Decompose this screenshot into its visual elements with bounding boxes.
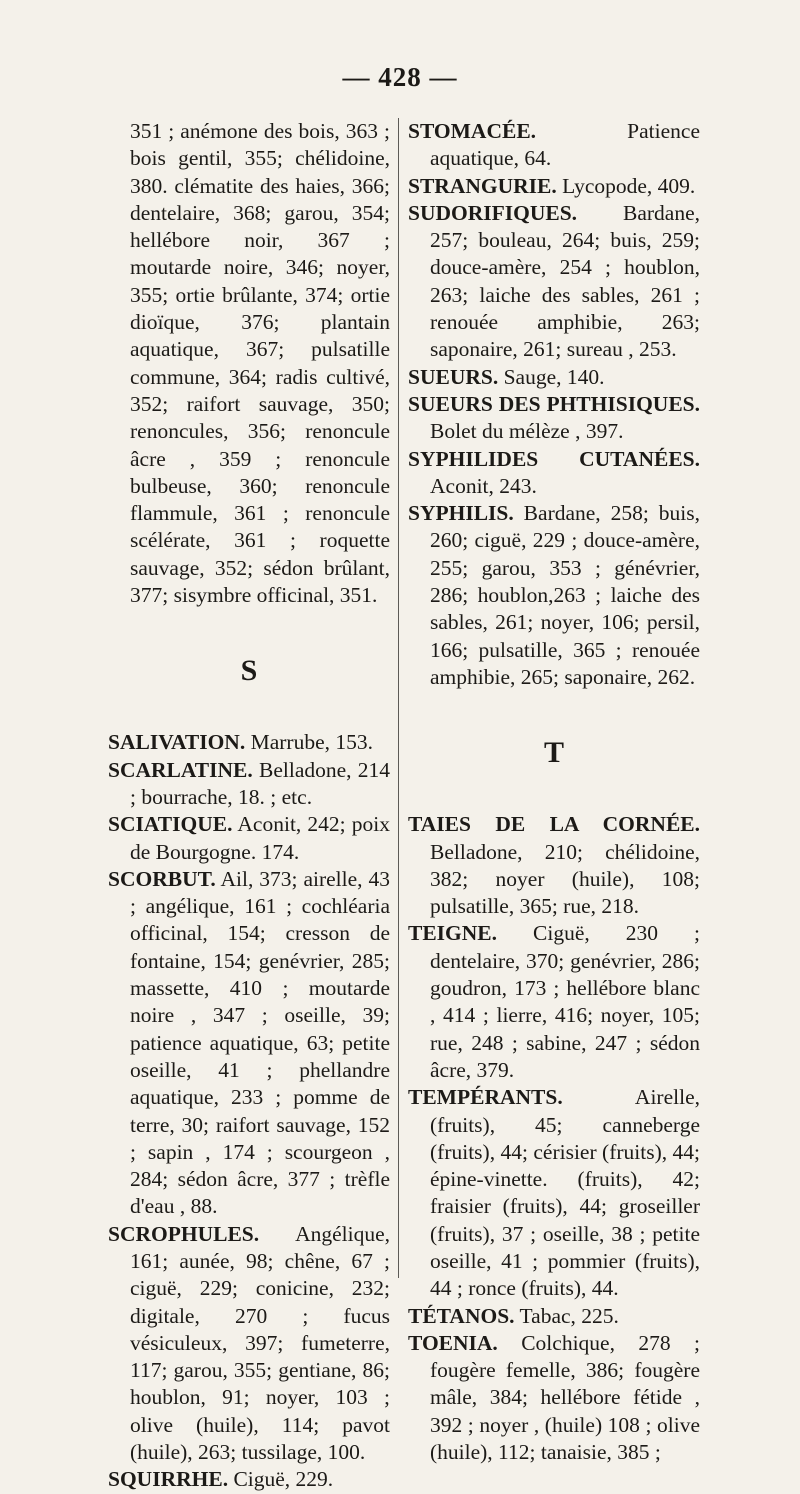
entry-text: Belladone, 210; chélidoine, 382; noyer (huile), 108; pulsatille, 365; rue, 218.	[430, 839, 700, 919]
index-entry	[408, 200, 700, 364]
index-entry	[108, 1221, 390, 1467]
entry-heading: SCARLATINE.	[108, 757, 253, 782]
entry-heading: TAIES DE LA CORNÉE.	[408, 812, 700, 837]
entry-text: Bardane, 258; buis, 260; ciguë, 229 ; douce-amère, 255; garou, 353 ; génévrier, 286; houblon,263 ; laiche des sables, 261; noyer, 106; persil, 166; pulsatille, 365 ; renouée amphibie, 265; saponaire, 262.	[430, 501, 700, 689]
section-letter: T	[543, 736, 564, 770]
index-entry	[108, 1466, 390, 1493]
right-column	[408, 118, 700, 1466]
entry-heading: SYPHILIS.	[408, 501, 514, 526]
index-entry	[408, 1084, 700, 1302]
index-entry	[108, 118, 390, 609]
index-entry	[408, 500, 700, 691]
left-column	[108, 118, 390, 1494]
index-entry	[108, 866, 390, 1221]
index-entry	[408, 811, 700, 920]
entry-text: Marrube, 153.	[245, 730, 373, 755]
entry-heading: TEMPÉRANTS.	[408, 1085, 563, 1110]
entry-text: Aconit, 243.	[430, 473, 537, 498]
entry-text: Ail, 373; airelle, 43 ; angélique, 161 ; cochléaria officinal, 154; cresson de fontaine, 154; genévrier, 285; massette, 410 ; moutarde noire , 347 ; oseille, 39; patience aquatique, 63; petite oseille, 41 ; phellandre aquatique, 233 ; pomme de terre, 30; raifort sauvage, 152 ; sapin , 174 ; scourgeon , 284; sédon âcre, 377 ; trèfle d'eau , 88.	[130, 866, 390, 1219]
entry-text: Sauge, 140.	[498, 364, 605, 389]
index-entry	[408, 364, 700, 391]
entry-heading: TÉTANOS.	[408, 1303, 515, 1328]
entry-heading: TOENIA.	[408, 1330, 498, 1355]
entry-text: Airelle, (fruits), 45; canneberge (fruits), 44; cérisier (fruits), 44; épine-vinette. (fruits), 42; fraisier (fruits), 44; groseiller (fruits), 37 ; oseille, 38 ; petite oseille, 41 ; pommier (fruits), 44 ; ronce (fruits), 44.	[430, 1085, 700, 1301]
entry-heading: SUEURS.	[408, 364, 499, 389]
entry-text: Patience aquatique, 64.	[430, 119, 700, 171]
entry-text: Ciguë, 229.	[228, 1467, 334, 1492]
entry-text: Belladone, 214 ; bourrache, 18. ; etc.	[130, 757, 390, 809]
index-entry	[408, 1303, 700, 1330]
index-entry	[108, 729, 390, 756]
entry-heading: SUEURS DES PHTHISIQUES.	[408, 391, 700, 416]
entry-heading: STOMACÉE.	[408, 119, 537, 143]
index-entry	[408, 920, 700, 1084]
entry-heading: SCORBUT.	[108, 866, 216, 891]
index-entry	[408, 1330, 700, 1466]
entry-text: Colchique, 278 ; fougère femelle, 386; fougère mâle, 384; hellébore fétide , 392 ; noyer , (huile) 108 ; olive (huile), 112; tanaisie, 385 ;	[430, 1330, 700, 1465]
entry-text: Aconit, 242; poix de Bourgogne. 174.	[130, 812, 390, 864]
entry-text: Angélique, 161; aunée, 98; chêne, 67 ; ciguë, 229; conicine, 232; digitale, 270 ; fucus vésiculeux, 397; fumeterre, 117; garou, 355; gentiane, 86; houblon, 91; noyer, 103 ; olive (huile), 114; pavot (huile), 263; tussilage, 100.	[130, 1221, 390, 1465]
entry-heading: TEIGNE.	[408, 921, 498, 946]
entry-heading: SCIATIQUE.	[108, 812, 233, 837]
index-entry	[408, 173, 700, 200]
index-entry	[408, 446, 700, 501]
index-entry	[408, 391, 700, 446]
index-entry	[108, 757, 390, 812]
index-entry	[108, 811, 390, 866]
entry-text: Bolet du mélèze , 397.	[430, 419, 624, 444]
entry-heading: SUDORIFIQUES.	[408, 200, 578, 225]
page-number: — 428 —	[342, 62, 458, 92]
entry-heading: SQUIRRHE.	[108, 1467, 229, 1492]
entry-text: Bardane, 257; bouleau, 264; buis, 259; douce-amère, 254 ; houblon, 263; laiche des sables, 261 ; renouée amphibie, 263; saponaire, 261; sureau , 253.	[430, 200, 700, 362]
entry-heading: SYPHILIDES CUTANÉES.	[408, 446, 700, 471]
index-entry	[408, 118, 700, 173]
entry-heading: SALIVATION.	[108, 730, 246, 755]
entry-text: Lycopode, 409.	[556, 173, 696, 198]
entry-text: Tabac, 225.	[514, 1303, 619, 1328]
entry-heading: STRANGURIE.	[408, 173, 557, 198]
entry-text: 351 ; anémone des bois, 363 ; bois gentil, 355; chélidoine, 380. clématite des haies, 366; dentelaire, 368; garou, 354; hellébore noir, 367 ; moutarde noire, 346; noyer, 355; ortie brûlante, 374; ortie dioïque, 376; plantain aquatique, 367; pulsatille commune, 364; radis cultivé, 352; raifort sauvage, 350; renoncules, 356; renoncule âcre , 359 ; renoncule bulbeuse, 360; renoncule flammule, 361 ; renoncule scélérate, 361 ; roquette sauvage, 352; sédon brûlant, 377; sisymbre officinal, 351.	[130, 119, 390, 608]
column-divider	[398, 118, 399, 1278]
entry-text: Ciguë, 230 ; dentelaire, 370; genévrier, 286; goudron, 173 ; hellébore blanc , 414 ; lierre, 416; noyer, 105; rue, 248 ; sabine, 247 ; sédon âcre, 379.	[430, 921, 700, 1082]
section-letter: S	[240, 654, 258, 688]
entry-heading: SCROPHULES.	[108, 1221, 260, 1246]
